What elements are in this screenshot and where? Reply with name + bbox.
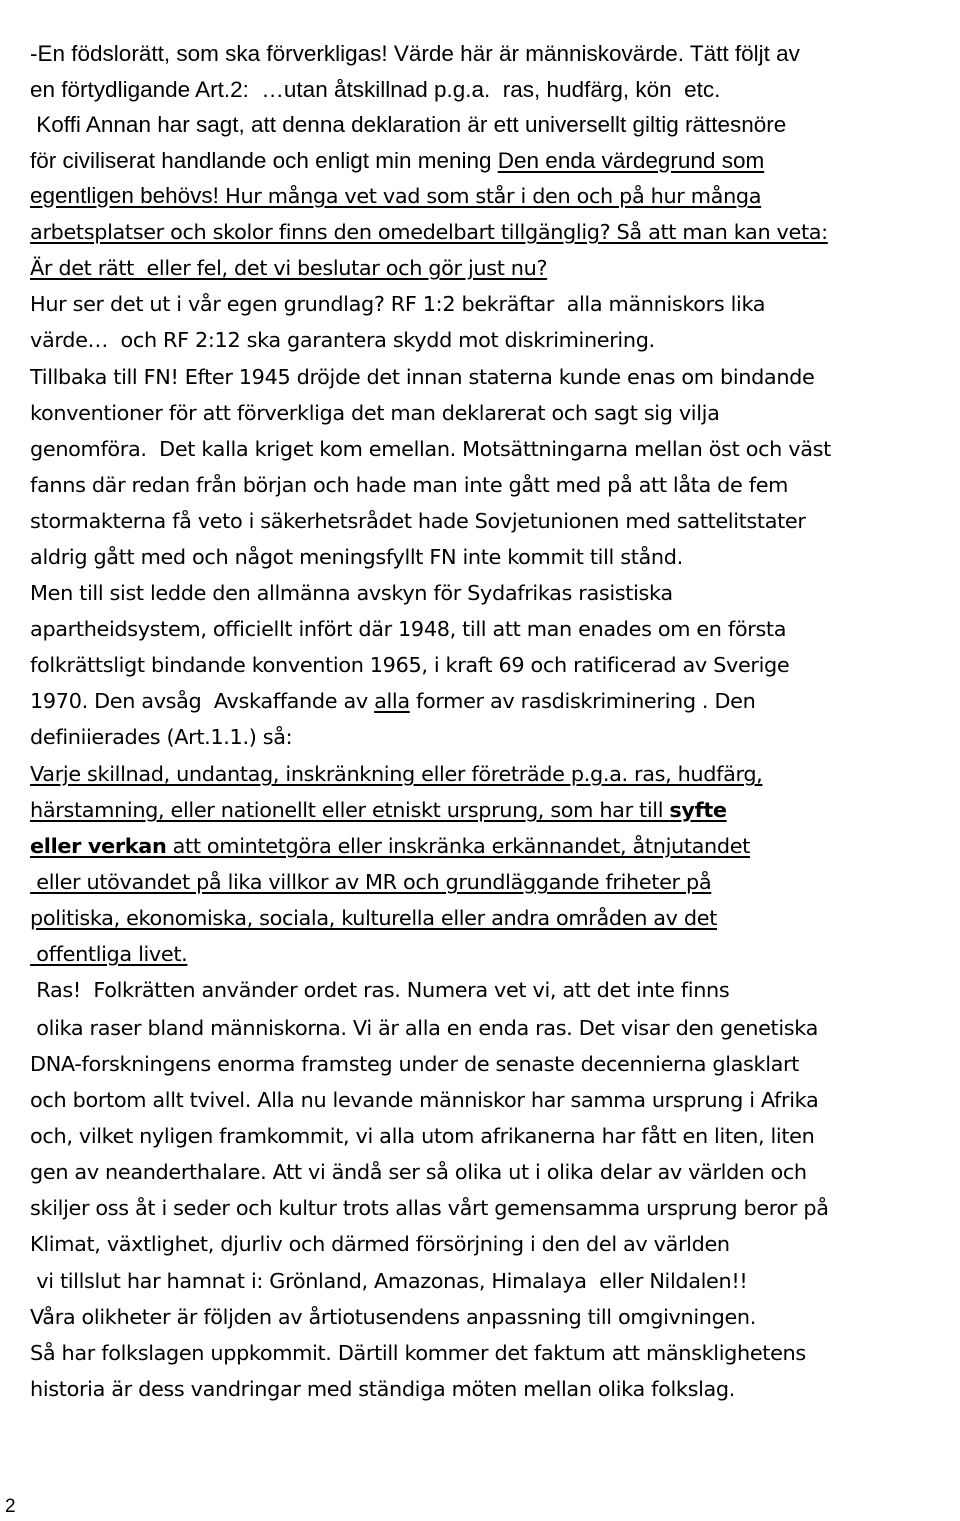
text-line — [5, 900, 188, 966]
text-segment: och, vilket nyligen framkommit, vi alla utom afrikanerna har fått en liten, liten — [30, 1124, 815, 1148]
text-line — [5, 178, 828, 244]
underlined-text: Varje skillnad, undantag, inskränkning eller företräde p.g.a. ras, hudfärg, — [30, 762, 763, 786]
text-segment: former av rasdiskriminering . Den — [409, 689, 756, 713]
bold-underlined-text: eller verkan — [30, 834, 167, 858]
text-line — [5, 575, 787, 641]
text-line — [5, 864, 718, 930]
text-segment: Klimat, växtlighet, djurliv och därmed försörjning i den del av världen — [30, 1232, 730, 1256]
text-line — [5, 936, 730, 1002]
text-segment: Våra olikheter är följden av årtiotusendens anpassning till omgivningen. — [30, 1305, 756, 1329]
page-number: 2 — [5, 1496, 16, 1517]
text-line — [5, 1190, 730, 1256]
underlined-text: alla — [374, 689, 410, 713]
text-line — [5, 1082, 815, 1148]
text-line — [5, 395, 831, 461]
text-segment: värde… och RF 2:12 ska garantera skydd mot diskriminering. — [30, 328, 655, 352]
text-line — [5, 250, 766, 316]
underlined-text: Är det rätt eller fel, det vi beslutar och gör just nu? — [30, 256, 548, 280]
text-line — [5, 467, 806, 533]
text-line — [5, 539, 673, 605]
text-segment: Men till sist ledde den allmänna avskyn för Sydafrikas rasistiska — [30, 581, 673, 605]
text-line — [5, 1335, 736, 1401]
text-segment: stormakterna få veto i säkerhetsrådet hade Sovjetunionen med sattelitstater — [30, 509, 806, 533]
text-line — [5, 1263, 756, 1329]
text-segment: vi tillslut har hamnat i: Grönland, Amazonas, Himalaya eller Nildalen!! — [30, 1269, 748, 1293]
text-segment: skiljer oss åt i seder och kultur trots allas vårt gemensamma ursprung beror på — [30, 1196, 829, 1220]
text-line — [5, 142, 762, 208]
text-segment: en förtydligande Art.2: …utan åtskillnad p.g.a. ras, hudfärg, kön etc. — [30, 77, 721, 102]
text-line — [5, 1010, 800, 1076]
text-line — [5, 720, 763, 786]
text-line — [5, 1154, 829, 1220]
underlined-text: eller utövandet på lika villkor av MR och grundläggande friheter på — [30, 870, 712, 894]
text-line — [5, 503, 683, 569]
text-line — [5, 359, 720, 425]
text-segment: Så har folkslagen uppkommit. Därtill kommer det faktum att mänsklighetens — [30, 1341, 806, 1365]
text-segment: aldrig gått med och något meningsfyllt FN inte kommit till stånd. — [30, 545, 683, 569]
text-line — [5, 1299, 806, 1365]
text-line — [5, 107, 765, 173]
text-segment: fanns där redan från början och hade man inte gått med på att låta de fem — [30, 473, 789, 497]
text-segment: historia är dess vandringar med ständiga möten mellan olika folkslag. — [30, 1377, 736, 1401]
text-segment: Tillbaka till FN! — [30, 365, 179, 389]
text-segment: gen av neanderthalare. Att vi ändå ser så olika ut i olika delar av världen och — [30, 1160, 807, 1184]
bold-underlined-text: syfte — [669, 798, 727, 822]
text-line — [5, 828, 712, 894]
text-line — [5, 214, 548, 280]
text-segment: Hur ser det ut i vår egen grundlag? — [30, 292, 385, 316]
underlined-text: härstamning, eller nationellt eller etniskt ursprung, som har till — [30, 798, 670, 822]
underlined-text: Hur många vet vad som står i den och på hur många — [218, 184, 762, 208]
text-line — [5, 323, 815, 389]
text-segment: Efter 1945 dröjde det innan staterna kunde enas om bindande — [178, 365, 815, 389]
text-segment: DNA-forskningens enorma framsteg under de senaste decennierna glasklart — [30, 1052, 800, 1076]
text-segment: -En födslorätt, som ska förverkligas! Värde här är människovärde. Tätt följt av — [30, 41, 800, 66]
text-segment: 1970. Den avsåg Avskaffande av — [30, 689, 375, 713]
underlined-text: arbetsplatser och skolor finns den omedelbart tillgänglig? — [30, 220, 611, 244]
text-segment: folkrättsligt bindande konvention 1965, i kraft 69 och ratificerad av Sverige — [30, 653, 790, 677]
underlined-text: egentligen behövs! — [30, 183, 219, 208]
text-line — [5, 647, 756, 713]
text-line — [5, 0, 800, 66]
text-segment: Motsättningarna mellan öst och väst — [455, 437, 831, 461]
text-segment: Ras! Folkrätten använder ordet ras. Numera vet vi, att det inte finns — [30, 978, 730, 1002]
text-segment: för civiliserat handlande och enligt min mening — [30, 148, 498, 173]
underlined-text: Så att man kan veta: — [610, 220, 828, 244]
text-segment: apartheidsystem, officiellt infört där 1948, till att man enades om en första — [30, 617, 787, 641]
text-line — [5, 36, 721, 102]
text-segment: och bortom allt tvivel. Alla nu levande människor har samma ursprung i Afrika — [30, 1088, 819, 1112]
text-line — [5, 683, 293, 749]
text-line — [5, 286, 655, 352]
text-segment: definiierades (Art.1.1.) så: — [30, 725, 293, 749]
underlined-text: Den enda värdegrund som — [497, 148, 765, 173]
underlined-text: offentliga livet. — [30, 942, 188, 966]
text-line — [5, 611, 790, 677]
text-line — [5, 1046, 819, 1112]
text-segment: genomföra. Det kalla kriget kom emellan. — [30, 437, 456, 461]
text-segment: RF 1:2 bekräftar alla människors lika — [384, 292, 766, 316]
text-line — [5, 756, 727, 822]
text-segment: konventioner för att förverkliga det man deklarerat och sagt sig vilja — [30, 401, 720, 425]
text-line — [5, 1118, 807, 1184]
text-line — [5, 792, 750, 858]
text-line — [5, 71, 787, 137]
text-line — [5, 974, 818, 1040]
underlined-text: att omintetgöra eller inskränka erkännandet, åtnjutandet — [166, 834, 750, 858]
text-segment: olika raser bland människorna. Vi är alla en enda ras. Det visar den genetiska — [30, 1016, 818, 1040]
underlined-text: politiska, ekonomiska, sociala, kulturella eller andra områden av det — [30, 906, 718, 930]
text-line — [5, 1227, 748, 1293]
text-line — [5, 431, 789, 497]
text-segment: Koffi Annan har sagt, att denna deklaration är ett universellt giltig rättesnöre — [30, 112, 787, 137]
